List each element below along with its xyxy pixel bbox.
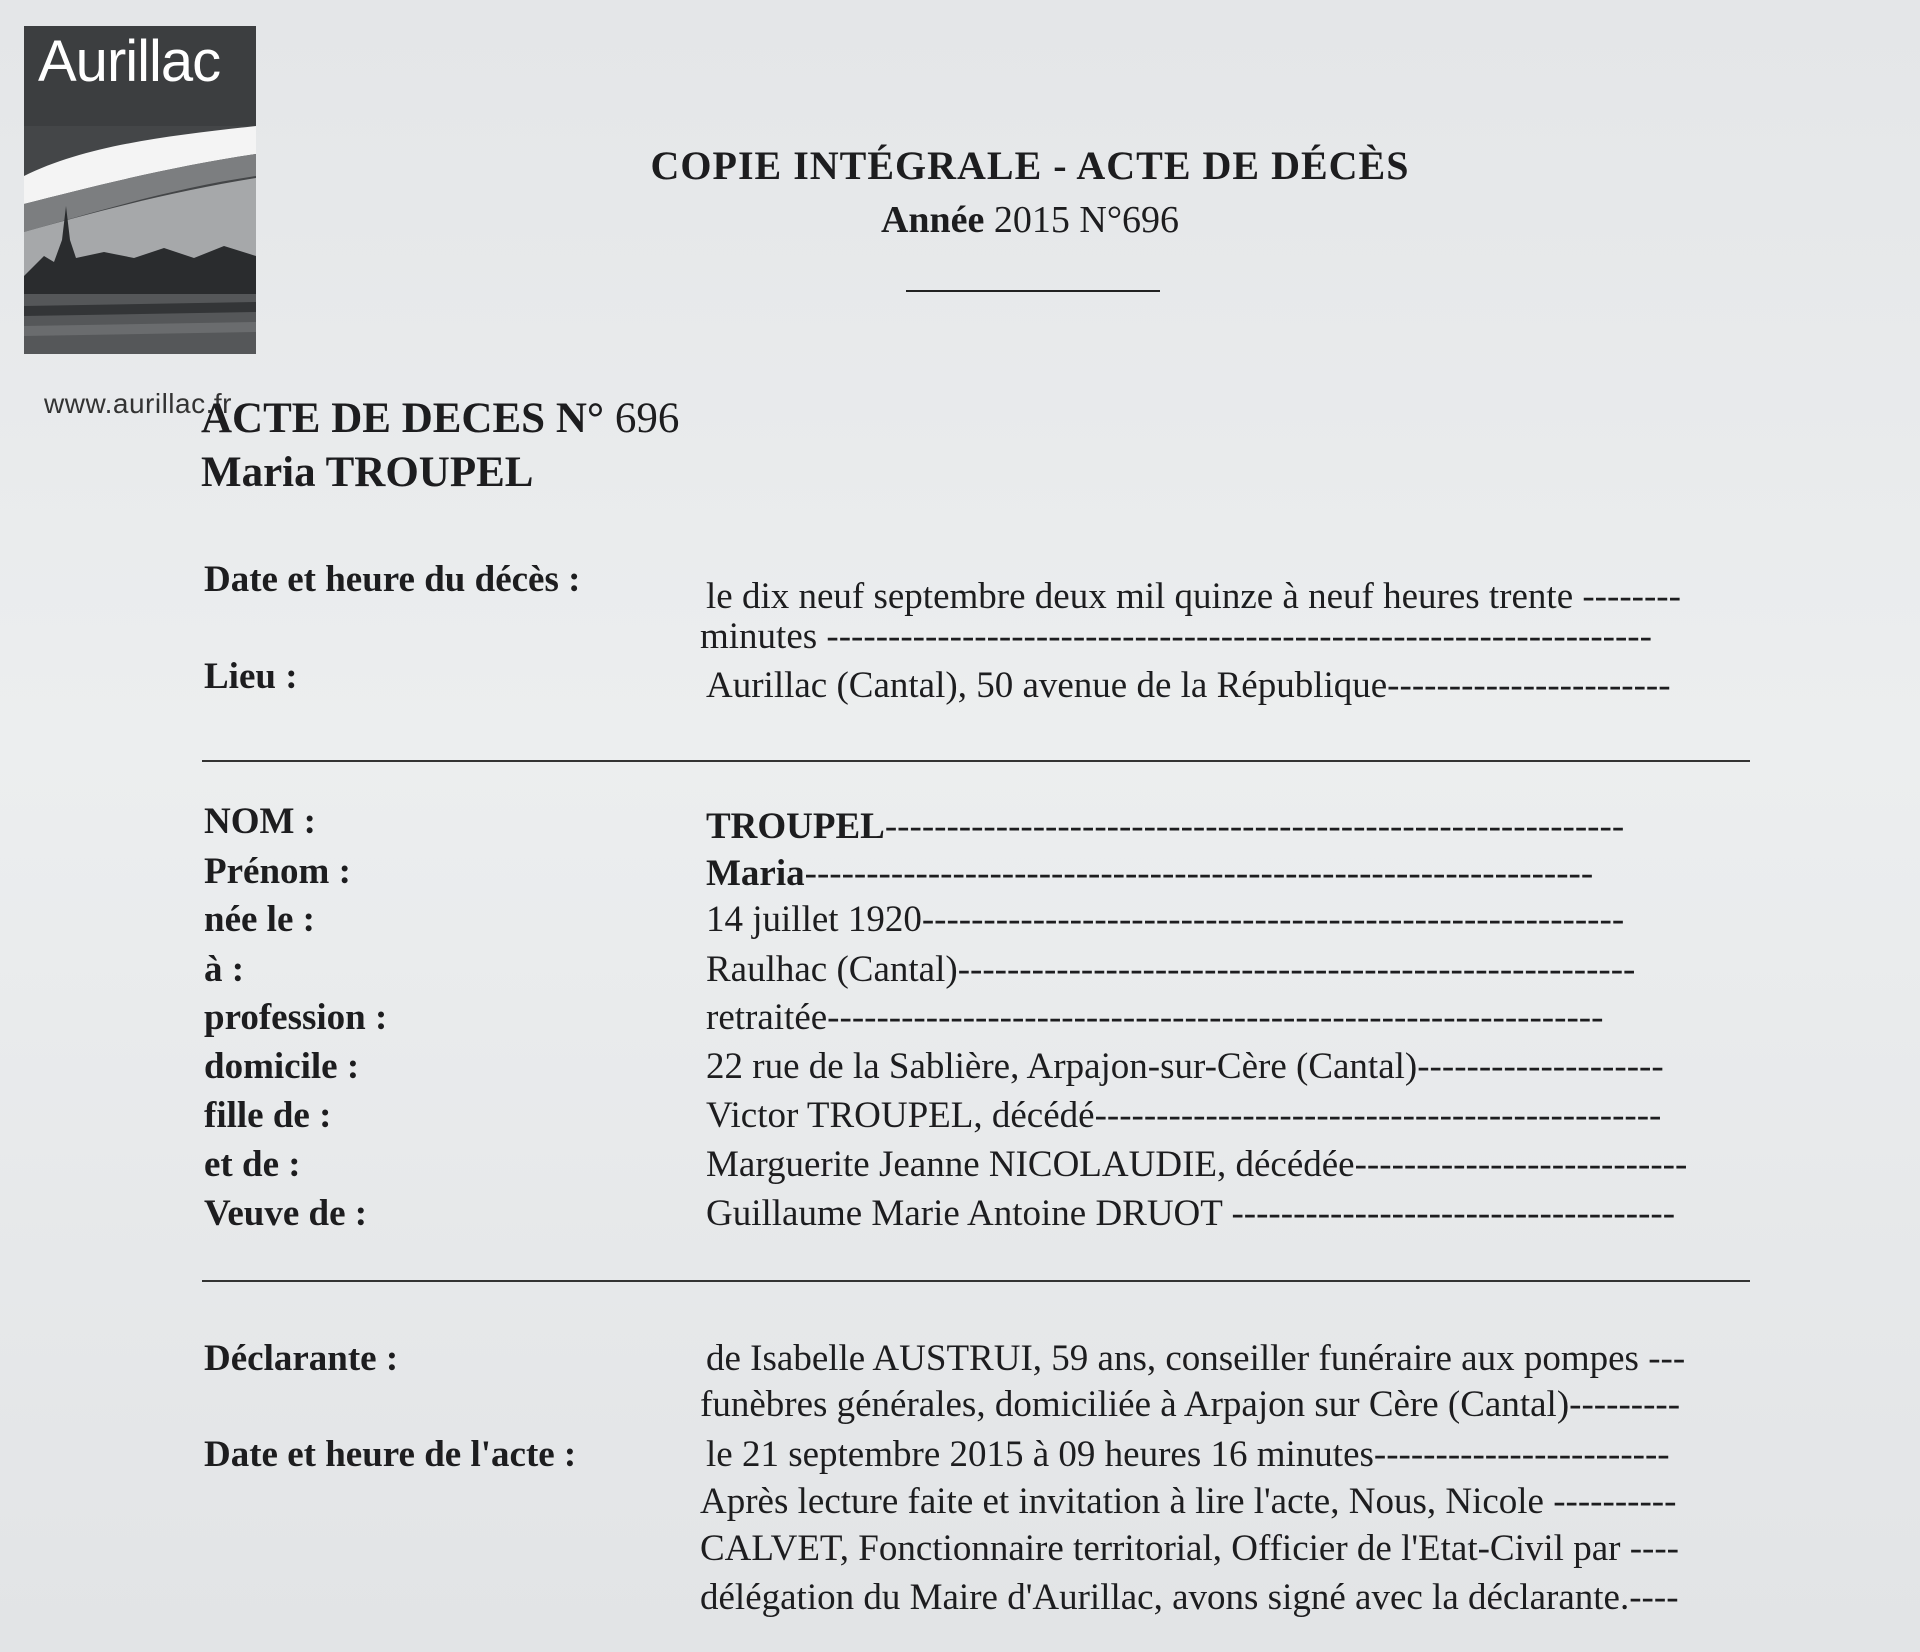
prenom-value: [706, 852, 1810, 895]
act-number-heading: [201, 394, 679, 443]
nom-value: [706, 805, 1810, 848]
document-title: COPIE INTÉGRALE - ACTE DE DÉCÈS: [650, 143, 1410, 188]
declarant-value-line1: de Isabelle AUSTRUI, 59 ans, conseiller funéraire aux pompes ---: [706, 1338, 1686, 1379]
nom-label: NOM :: [204, 801, 316, 842]
widow-value: Guillaume Marie Antoine DRUOT ------------------------------------: [706, 1193, 1676, 1234]
logo-wordmark: Aurillac: [38, 29, 221, 94]
declarant-value-line2: funèbres générales, domiciliée à Arpajon sur Cère (Cantal)---------: [700, 1384, 1681, 1425]
death-date-value-line2: minutes -------------------------------------------------------------------: [700, 616, 1652, 657]
deceased-name-heading: Maria TROUPEL: [201, 449, 534, 496]
domicile-value: 22 rue de la Sablière, Arpajon-sur-Cère (Cantal)--------------------: [706, 1046, 1664, 1087]
birth-date-label: née le :: [204, 899, 315, 940]
nom-value-text: TROUPEL: [706, 806, 885, 847]
profession-label: profession :: [204, 997, 388, 1038]
birth-date-value: 14 juillet 1920---------------------------------------------------------: [706, 899, 1625, 940]
place-value: Aurillac (Cantal), 50 avenue de la République-----------------------: [706, 665, 1671, 706]
year-label: Année: [880, 199, 985, 241]
nom-fill: ------------------------------------------------------------: [884, 806, 1625, 847]
death-date-label: Date et heure du décès :: [204, 559, 581, 600]
act-number-value: 696: [614, 395, 680, 442]
act-date-value-line1: le 21 septembre 2015 à 09 heures 16 minutes------------------------: [706, 1434, 1670, 1475]
act-date-label: Date et heure de l'acte :: [204, 1434, 577, 1475]
logo-image: [24, 26, 256, 354]
title-underline: [906, 290, 1160, 292]
place-label: Lieu :: [204, 656, 298, 697]
birth-place-label: à :: [204, 949, 245, 990]
act-date-value-line2: Après lecture faite et invitation à lire l'acte, Nous, Nicole ----------: [700, 1481, 1677, 1522]
document-year-line: [640, 198, 1420, 242]
prenom-fill: ----------------------------------------------------------------: [804, 853, 1594, 894]
declarant-label: Déclarante :: [204, 1338, 399, 1379]
profession-value: retraitée---------------------------------------------------------------: [706, 997, 1604, 1038]
prenom-value-text: Maria: [706, 853, 805, 894]
mother-value: Marguerite Jeanne NICOLAUDIE, décédée---------------------------: [706, 1144, 1688, 1185]
father-label: fille de :: [204, 1095, 332, 1136]
mother-label: et de :: [204, 1144, 301, 1185]
year-value: 2015 N°696: [993, 199, 1180, 241]
prenom-label: Prénom :: [204, 851, 351, 892]
birth-place-value: Raulhac (Cantal)-------------------------------------------------------: [706, 949, 1636, 990]
section-separator-1: [202, 760, 1750, 762]
section-separator-2: [202, 1280, 1750, 1282]
aurillac-logo: [24, 26, 256, 419]
act-date-value-line3: CALVET, Fonctionnaire territorial, Officier de l'Etat-Civil par ----: [700, 1528, 1679, 1569]
domicile-label: domicile :: [204, 1046, 360, 1087]
death-date-value-line1: le dix neuf septembre deux mil quinze à neuf heures trente --------: [706, 576, 1681, 617]
logo-url-text[interactable]: www.aurillac.fr: [44, 388, 232, 419]
act-number-label: ACTE DE DECES N°: [201, 395, 605, 442]
widow-label: Veuve de :: [204, 1193, 368, 1234]
father-value: Victor TROUPEL, décédé----------------------------------------------: [706, 1095, 1662, 1136]
act-date-value-line4: délégation du Maire d'Aurillac, avons signé avec la déclarante.----: [700, 1577, 1679, 1618]
